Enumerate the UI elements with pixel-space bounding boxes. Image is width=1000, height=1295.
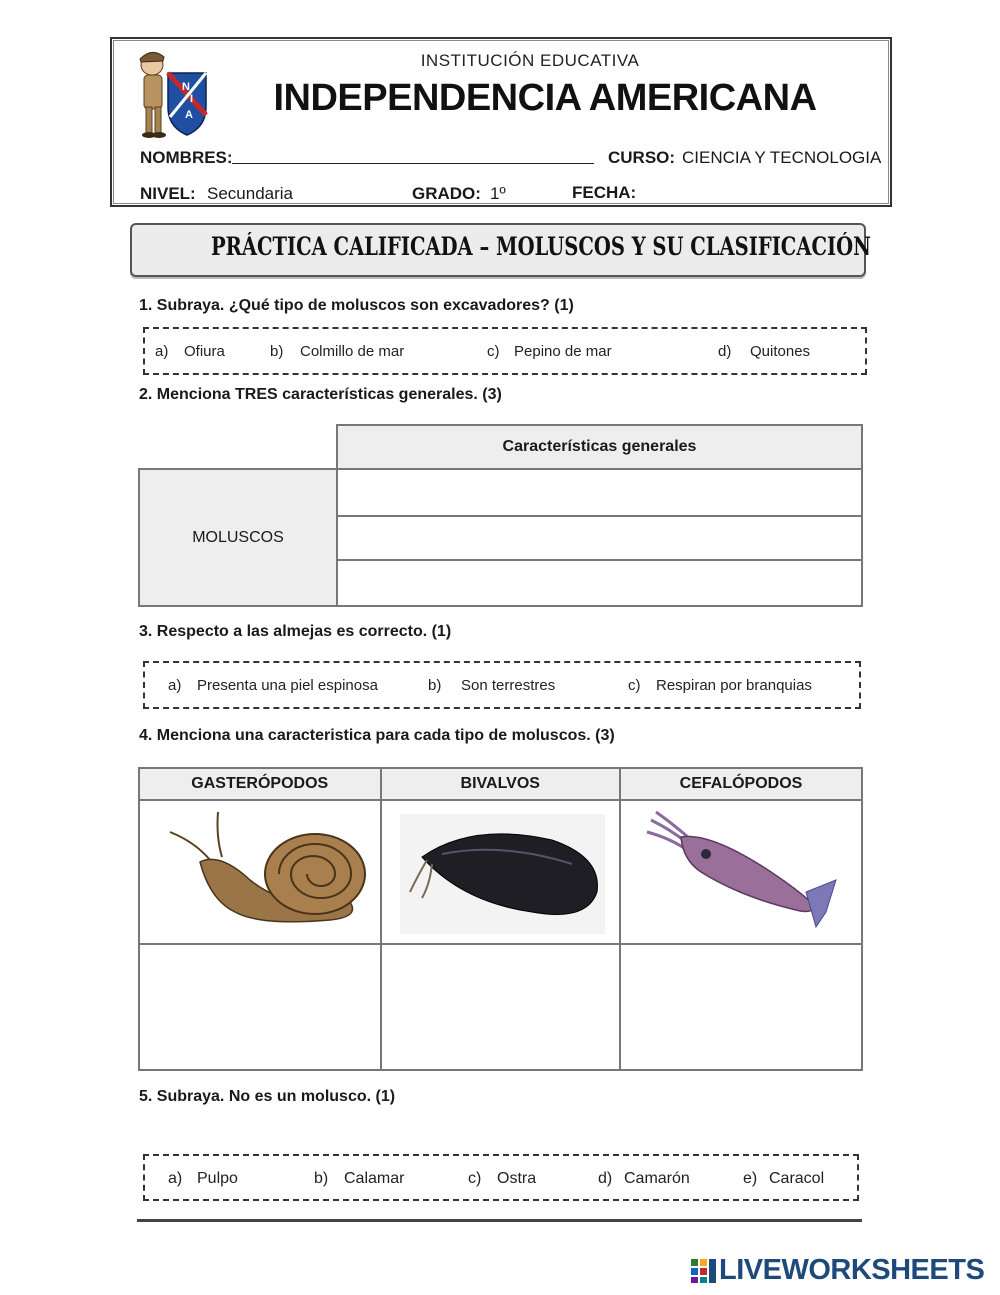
q5-option-a[interactable]: Pulpo [197,1170,238,1187]
curso-label: CURSO: [608,148,676,167]
liveworksheets-logo-icon [691,1259,717,1283]
q5-prompt: 5. Subraya. No es un molusco. (1) [139,1088,396,1105]
q1-option-a[interactable]: Ofiura [184,343,225,360]
q3-option-b-letter[interactable]: b) [428,677,442,694]
squid-icon [621,802,861,942]
q3-option-a[interactable]: Presenta una piel espinosa [197,677,378,694]
q5-option-e[interactable]: Caracol [769,1170,825,1187]
bottom-divider [137,1219,862,1222]
q4-snail-image-cell [139,800,381,944]
nombres-input-line[interactable] [232,163,594,164]
q4-header-cefalopodos: CEFALÓPODOS [620,768,862,800]
q1-option-d-letter[interactable]: d) [718,343,732,360]
liveworksheets-brand[interactable]: LIVEWORKSHEETS [719,1254,985,1286]
q4-header-gasteropodos: GASTERÓPODOS [139,768,381,800]
q5-option-d[interactable]: Camarón [624,1170,690,1187]
nivel-value: Secundaria [207,184,294,203]
mussel-icon [382,802,618,942]
nivel-label: NIVEL: [140,184,196,203]
q5-option-a-letter[interactable]: a) [168,1170,183,1187]
q1-prompt: 1. Subraya. ¿Qué tipo de moluscos son excavadores? (1) [139,297,574,314]
q4-header-bivalvos: BIVALVOS [381,768,621,800]
institution-subtitle: INSTITUCIÓN EDUCATIVA [420,51,640,70]
q3-option-c-letter[interactable]: c) [628,677,641,694]
q1-option-c-letter[interactable]: c) [487,343,500,360]
q2-row-label: MOLUSCOS [139,469,337,606]
logo-letter-i: I [190,93,194,105]
q5-option-b-letter[interactable]: b) [314,1170,329,1187]
q2-prompt: 2. Menciona TRES características generales. (3) [139,386,502,403]
q4-mussel-image-cell [381,800,621,944]
nombres-label: NOMBRES: [140,148,233,167]
grado-label: GRADO: [412,184,481,203]
q3-option-b[interactable]: Son terrestres [461,677,556,694]
q1-option-c[interactable]: Pepino de mar [514,343,612,360]
q3-prompt: 3. Respecto a las almejas es correcto. (1) [139,623,452,640]
fecha-label: FECHA: [572,183,637,202]
logo-letter-a: A [185,109,193,121]
q2-answer-cell-2[interactable] [337,516,862,560]
q4-squid-image-cell [620,800,862,944]
q4-prompt: 4. Menciona una caracteristica para cada tipo de moluscos. (3) [139,727,615,744]
snail-icon [140,802,378,942]
q2-column-header: Características generales [337,425,862,469]
logo-letter-n: N [182,81,190,93]
q5-option-b[interactable]: Calamar [344,1170,405,1187]
q4-answer-bivalvos[interactable] [381,944,621,1070]
q1-option-b[interactable]: Colmillo de mar [300,343,405,360]
q2-answer-cell-1[interactable] [337,469,862,516]
q3-option-a-letter[interactable]: a) [168,677,182,694]
q2-answer-cell-3[interactable] [337,560,862,606]
q1-option-b-letter[interactable]: b) [270,343,284,360]
q1-option-d[interactable]: Quitones [750,343,811,360]
q4-answer-cefalopodos[interactable] [620,944,862,1070]
q5-option-e-letter[interactable]: e) [743,1170,758,1187]
q2-empty-corner [139,425,337,469]
q4-answer-gasteropodos[interactable] [139,944,381,1070]
q4-table [138,767,863,1071]
q5-option-d-letter[interactable]: d) [598,1170,613,1187]
q1-option-a-letter[interactable]: a) [155,343,169,360]
q3-option-c[interactable]: Respiran por branquias [656,677,812,694]
q5-option-c[interactable]: Ostra [497,1170,537,1187]
q2-table [138,424,863,607]
worksheet-title: PRÁCTICA CALIFICADA – MOLUSCOS Y SU CLASIFICACIÓN [210,232,871,261]
grado-value: 1º [490,184,506,203]
curso-value: CIENCIA Y TECNOLOGIA [682,148,882,167]
q5-option-c-letter[interactable]: c) [468,1170,482,1187]
institution-title: INDEPENDENCIA AMERICANA [273,77,817,119]
